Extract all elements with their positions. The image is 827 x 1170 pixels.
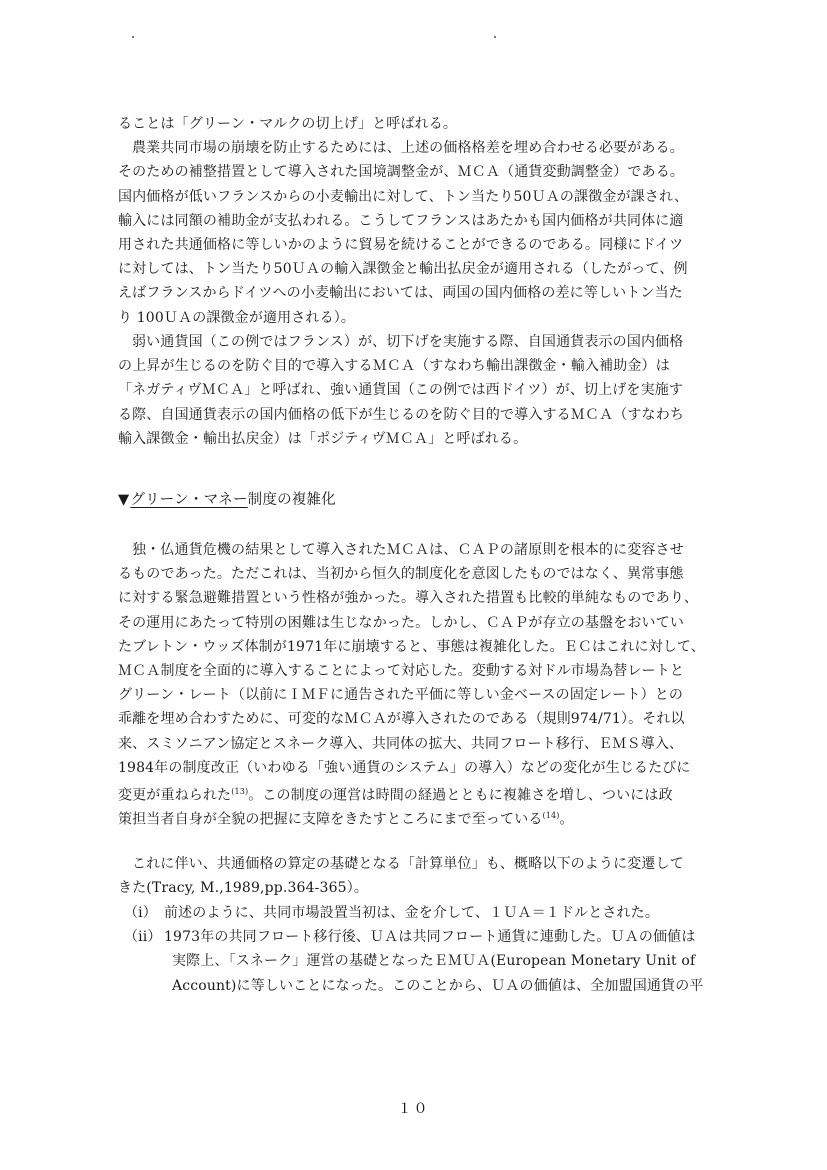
paragraph-3 bbox=[118, 538, 718, 828]
text-segment: 変更が重ねられた bbox=[118, 787, 232, 804]
text-line: 来、スミソニアン協定とスネーク導入、共同体の拡大、共同フロート移行、ＥＭＳ導入、 bbox=[118, 735, 684, 752]
heading-text: 制度の複雑化 bbox=[247, 492, 336, 508]
list-item bbox=[124, 901, 724, 925]
footnote-ref: (13) bbox=[231, 786, 249, 796]
scan-speck bbox=[132, 36, 134, 38]
paragraph-1 bbox=[118, 112, 718, 330]
text-segment: 策担当者自身が全貌の把握に支障をきたすところにまで至っている bbox=[118, 811, 543, 828]
text-line: 国内価格が低いフランスからの小麦輸出に対して、トン当たり50ＵＡの課徴金が課され、 bbox=[118, 188, 689, 205]
text-line: グリーン・レート（以前にＩＭＦに通告された平価に等しい金ベースの固定レート）との bbox=[118, 687, 684, 704]
scan-speck bbox=[494, 36, 496, 38]
text-line: に対する緊急避難措置という性格が強かった。導入された措置も比較的単純なものであり、 bbox=[118, 590, 699, 607]
text-line: る際、自国通貨表示の国内価格の低下が生じるのを防ぐ目的で導入するＭＣＡ（すなわち bbox=[118, 406, 684, 423]
text-line: り 100ＵＡの課徴金が適用される）。 bbox=[118, 309, 356, 326]
list-item-text: 前述のように、共同市場設置当初は、金を介して、１ＵＡ＝１ドルとされた。 bbox=[164, 905, 659, 921]
text-line: えばフランスからドイツへの小麦輸出においては、両国の国内価格の差に等しいトン当た bbox=[118, 285, 683, 302]
paragraph-2 bbox=[118, 330, 718, 451]
text-line: 「ネガティヴＭＣＡ」と呼ばれ、強い通貨国（この例では西ドイツ）が、切上げを実施す bbox=[118, 382, 684, 399]
text-line: 1984年の制度改正（いわゆる「強い通貨のシステム」の導入）などの変化が生じるたびに bbox=[118, 759, 691, 776]
triangle-marker-icon: ▼ bbox=[118, 492, 130, 508]
list-item-number: （ii） bbox=[124, 929, 162, 946]
text-line: 輸入には同額の補助金が支払われる。こうしてフランスはあたかも国内価格が共同体に適 bbox=[118, 212, 684, 229]
list-item bbox=[124, 925, 724, 949]
text-line: の上昇が生じるのを防ぐ目的で導入するＭＣＡ（すなわち輸出課徴金・輸入補助金）は bbox=[118, 358, 670, 375]
paragraph-4 bbox=[118, 852, 718, 900]
text-line: その運用にあたって特別の困難は生じなかった。しかし、ＣＡＰが存立の基盤をおいてい bbox=[118, 614, 684, 631]
section-heading bbox=[118, 488, 336, 509]
text-line: に対しては、トン当たり50ＵＡの輸入課徴金と輸出払戻金が適用される（したがって、例 bbox=[118, 261, 688, 278]
text-segment: 。この制度の運営は時間の経過とともに複雑さを増し、ついには政 bbox=[248, 787, 673, 804]
list-item-text: Account)に等しいことになった。このことから、ＵＡの価値は、全加盟国通貨の平 bbox=[172, 977, 704, 994]
text-segment: 。 bbox=[559, 811, 574, 828]
text-line: るものであった。ただこれは、当初から恒久的制度化を意図したものではなく、異常事態 bbox=[118, 566, 684, 583]
list-item-text: 実際上、「スネーク」運営の基礎となったＥＭＵＡ(European Monetary Unit of bbox=[172, 953, 696, 970]
list-item-text: 1973年の共同フロート移行後、ＵＡは共同フロート通貨に連動した。ＵＡの価値は bbox=[164, 929, 696, 946]
text-line: ることは「グリーン・マルクの切上げ」と呼ばれる。 bbox=[118, 116, 458, 132]
text-line: これに伴い、共通価格の算定の基礎となる「計算単位」も、概略以下のように変遷して bbox=[132, 856, 684, 872]
heading-underlined-text: グリーン・マネー bbox=[130, 492, 248, 508]
text-line: 輸入課徴金・輸出払戻金）は「ポジティヴＭＣＡ」と呼ばれる。 bbox=[118, 430, 528, 447]
text-line: そのための補整措置として導入された国境調整金が、ＭＣＡ（通貨変動調整金）である。 bbox=[118, 164, 684, 181]
list-item-number: （i） bbox=[124, 905, 157, 921]
page-number: １０ bbox=[397, 1101, 430, 1117]
text-line: 独・仏通貨危機の結果として導入されたＭＣＡは、ＣＡＰの諸原則を根本的に変容させ bbox=[132, 542, 684, 558]
footnote-ref: (14) bbox=[542, 811, 560, 821]
text-line: 乖離を埋め合わすために、可変的なＭＣＡが導入されたのである（規則974/71）。それ以 bbox=[118, 711, 685, 728]
text-line: ＭＣＡ制度を全面的に導入することによって対応した。変動する対ドル市場為替レートと bbox=[118, 662, 684, 679]
text-line: きた(Tracy, M.,1989,pp.364-365）。 bbox=[118, 880, 368, 897]
text-line bbox=[118, 804, 718, 828]
text-line: たブレトン・ウッズ体制が1971年に崩壊すると、事態は複雑化した。ＥＣはこれに対して、 bbox=[118, 638, 705, 655]
text-line bbox=[118, 780, 718, 804]
enumerated-list bbox=[124, 901, 724, 998]
text-line: 用された共通価格に等しいかのように貿易を続けることができるのである。同様にドイツ bbox=[118, 236, 684, 253]
text-line: 農業共同市場の崩壊を防止するためには、上述の価格格差を埋め合わせる必要がある。 bbox=[132, 140, 684, 157]
text-line: 弱い通貨国（この例ではフランス）が、切下げを実施する際、自国通貨表示の国内価格 bbox=[132, 334, 684, 350]
